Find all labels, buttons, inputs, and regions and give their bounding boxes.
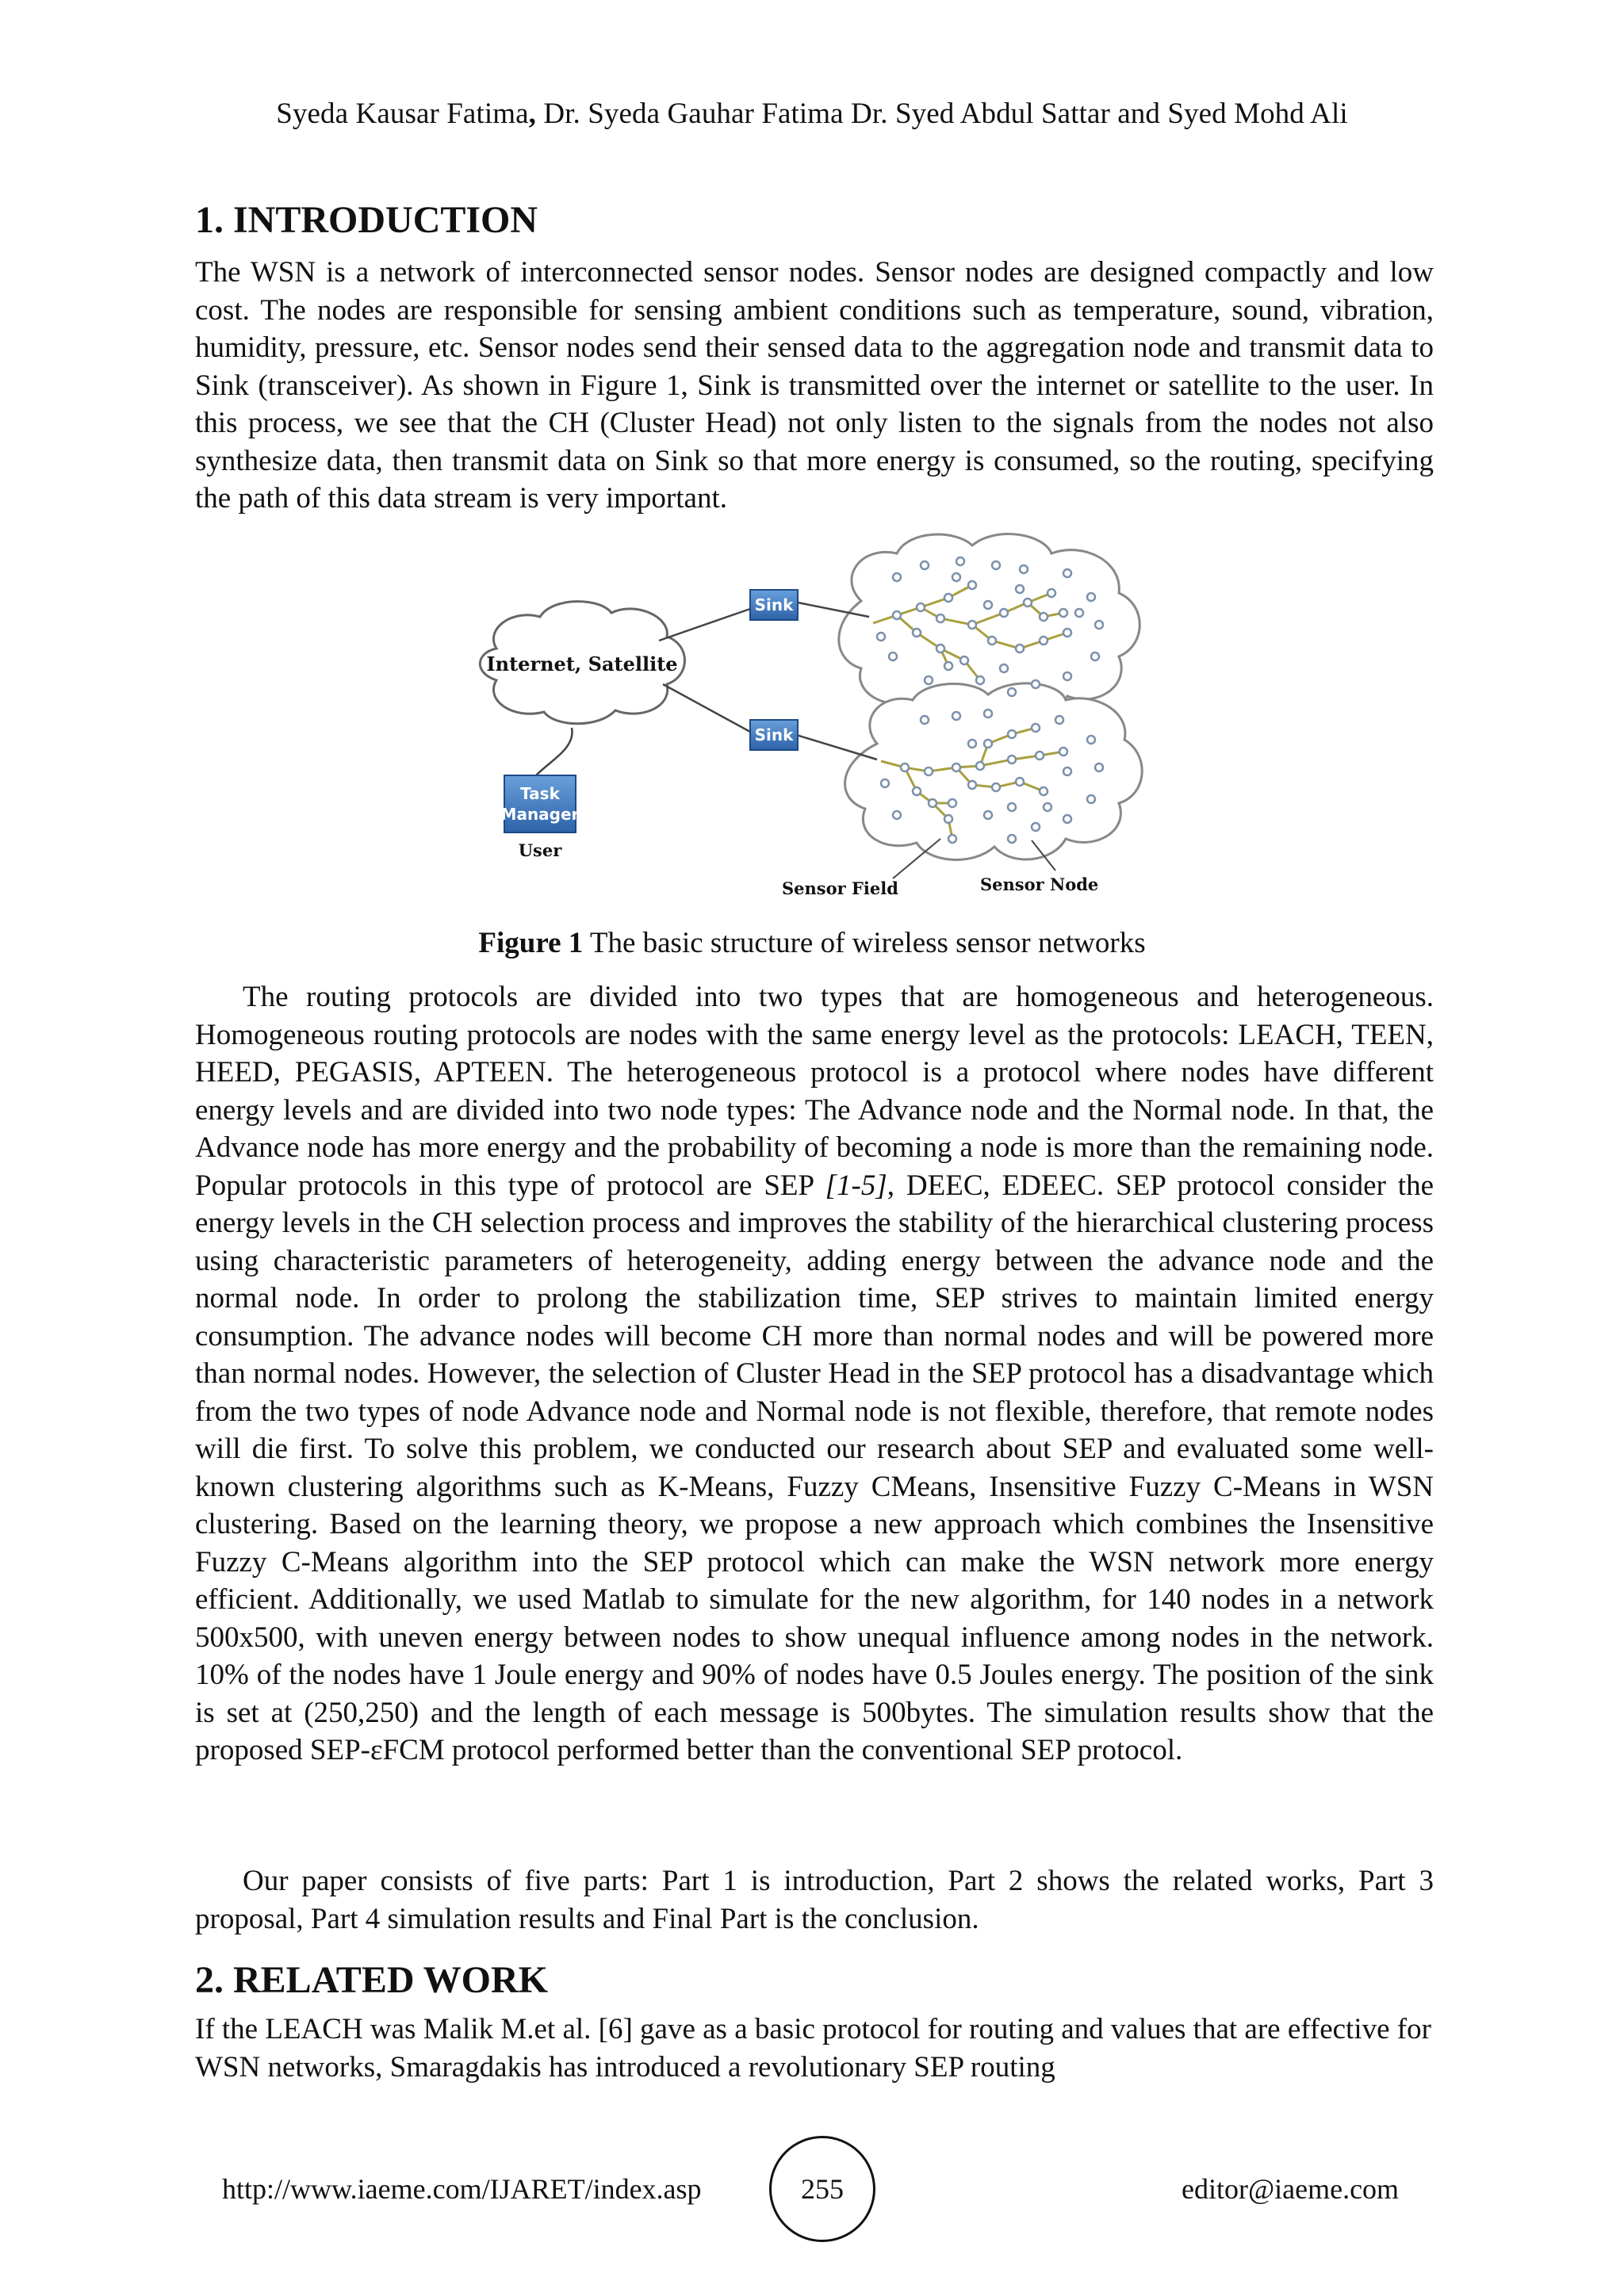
sink-bottom-label: Sink [754, 725, 794, 744]
task-manager-box [501, 775, 580, 832]
sink-bottom [750, 720, 798, 750]
user-label: User [518, 840, 562, 860]
page-number: 255 [769, 2136, 875, 2242]
intro-paragraph-1: The WSN is a network of interconnected sensor nodes. Sensor nodes are designed compactly and low cost. The nodes are responsible for sensing ambient conditions such as temperature, sound, vibration, humidity, pressure, etc. Sensor nodes send their sensed data to the aggregation node and transmit data to Sink (transceiver). As shown in Figure 1, Sink is transmitted over the internet or satellite to the user. In this process, we see that the CH (Cluster Head) not only listen to the signals from the nodes not also synthesize data, then transmit data on Sink so that more energy is consumed, so the routing, specifying the path of this data stream is very important. [195, 256, 1434, 515]
internet-cloud [480, 602, 684, 724]
header-authors-sep: , [528, 98, 536, 130]
intro-p2-part-a: The routing protocols are divided into two types that are homogeneous and heterogeneous. Homogeneous routing protocols are nodes with the same energy level as the protocols: LEACH, TEEN, HEED, PEGASIS, APTEEN. The heterogeneous protocol is a protocol where nodes have different energy levels and are divided into two node types: The Advance node and the Normal node. In that, the Advance node has more energy and the probability of becoming a node is more than the remaining node. Popular protocols in this type of protocol are SEP [195, 981, 1434, 1202]
page-header [0, 97, 1624, 131]
footer-email-link[interactable]: editor@iaeme.com [1182, 2173, 1400, 2205]
intro-p2-part-b: , DEEC, EDEEC. SEP protocol consider the energy levels in the CH selection process and improves the stability of the hierarchical clustering process using characteristic parameters of heterogeneity, adding energy between the advance node and the normal node. In order to prolong the stabilization time, SEP strives to maintain limited energy consumption. The advance nodes will become CH more than normal nodes and will be powered more than normal nodes. However, the selection of Cluster Head in the SEP protocol has a disadvantage which from the two types of node Advance node and Normal node is not flexible, therefore, that remote nodes will die first. To solve this problem, we conducted our research about SEP and evaluated some well-known clustering algorithms such as K-Means, Fuzzy CMeans, Insensitive Fuzzy C-Means in WSN clustering. Based on the learning theory, we propose a new approach which combines the Insensitive Fuzzy C-Means algorithm into the SEP protocol which can make the WSN network more energy efficient. Additionally, we used Matlab to simulate for the new algorithm, for 140 nodes in a network 500x500, with uneven energy between nodes to show unequal influence among nodes in the network. 10% of the nodes have 1 Joule energy and 90% of nodes have 0.5 Joules energy. The position of the sink is set at (250,250) and the length of each message is 500bytes. The simulation results show that the proposed SEP-εFCM protocol performed better than the conventional SEP protocol. [195, 1169, 1434, 1766]
task-label: Task [520, 784, 560, 803]
link-internet-task-manager [536, 728, 573, 775]
link-internet-sink-top [659, 609, 750, 641]
related-work-heading: 2. RELATED WORK [195, 1959, 548, 2001]
sink-top [750, 590, 798, 620]
manager-label: Manager [500, 805, 580, 824]
intro-p2-citation: [1-5] [825, 1169, 887, 1202]
internet-satellite-label: Internet, Satellite [486, 652, 678, 675]
figure-caption-text: The basic structure of wireless sensor networks [583, 927, 1146, 959]
intro-paragraph-3: Our paper consists of five parts: Part 1 is introduction, Part 2 shows the related works, Part 3 proposal, Part 4 simulation results and Final Part is the conclusion. [195, 1865, 1434, 1935]
link-sink-bottom-cloud [794, 734, 877, 760]
sensor-node-label: Sensor Node [980, 874, 1099, 894]
related-paragraph-1: If the LEACH was Malik M.et al. [6] gave as a basic protocol for routing and values that are effective for WSN networks, Smaragdakis has introduced a revolutionary SEP routing [195, 2013, 1431, 2084]
sink-top-label: Sink [754, 595, 794, 614]
figure-wsn-structure [465, 530, 1170, 909]
header-authors-b: Dr. Syeda Gauhar Fatima Dr. Syed Abdul Sattar and Syed Mohd Ali [535, 98, 1348, 130]
figure-caption-label: Figure 1 [478, 927, 584, 959]
intro-paragraph-2 [195, 978, 1434, 1770]
introduction-heading: 1. INTRODUCTION [195, 199, 538, 241]
header-authors-a: Syeda Kausar Fatima [276, 98, 529, 130]
link-internet-sink-bottom [663, 684, 750, 732]
figure-caption [0, 926, 1624, 960]
footer-url-link[interactable]: http://www.iaeme.com/IJARET/index.asp [222, 2173, 702, 2205]
sensor-field-label: Sensor Field [782, 878, 898, 898]
